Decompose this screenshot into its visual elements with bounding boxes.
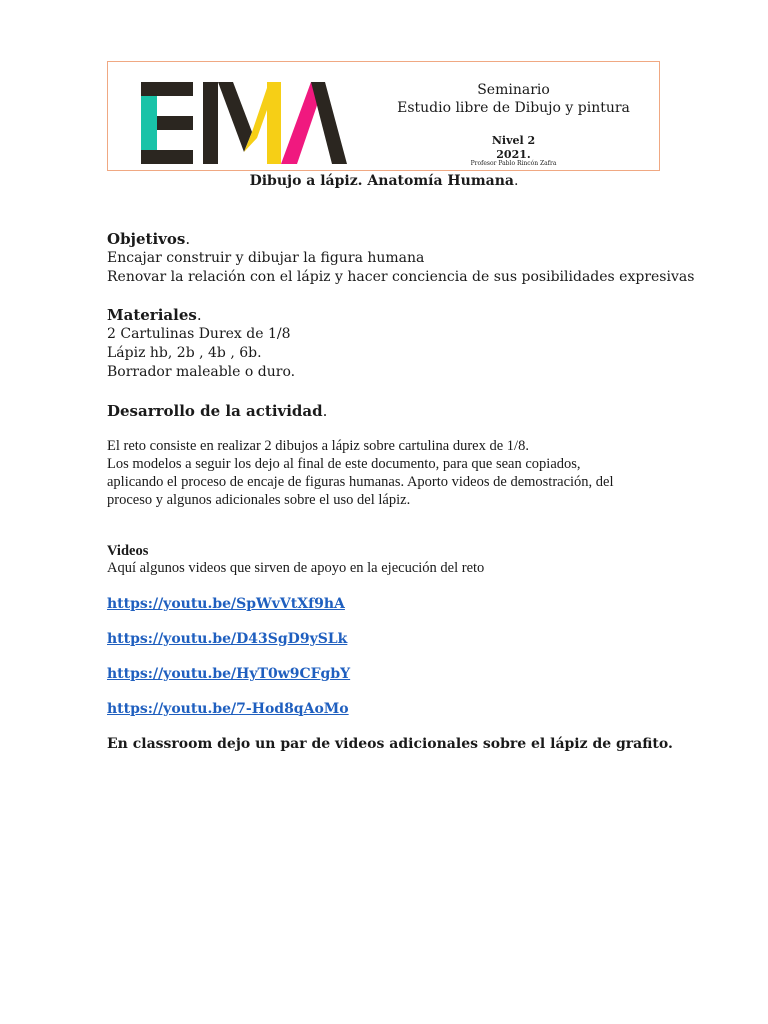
development-line: Los modelos a seguir los dejo al final de este documento, para que sean copiados, <box>107 456 581 472</box>
materials-heading: Materiales. <box>107 306 202 324</box>
level-label: Nivel 2 <box>491 134 536 147</box>
development-heading: Desarrollo de la actividad. <box>107 402 328 420</box>
objective-line: Renovar la relación con el lápiz y hacer conciencia de sus posibilidades expresivas <box>107 269 695 285</box>
video-link-3[interactable]: https://youtu.be/HyT0w9CFgbY <box>107 666 351 682</box>
videos-heading: Videos <box>107 543 149 559</box>
objective-line: Encajar construir y dibujar la figura humana <box>107 250 425 266</box>
video-link-1[interactable]: https://youtu.be/SpWvVtXf9hA <box>107 596 345 612</box>
professor-label: Profesor Pablo Rincón Zafra <box>470 160 557 167</box>
video-link-4[interactable]: https://youtu.be/7-Hod8qAoMo <box>107 701 349 717</box>
logo-e-middle <box>157 116 193 130</box>
page-title-text: Dibujo a lápiz. Anatomía Humana <box>249 173 514 189</box>
studio-title: Estudio libre de Dibujo y pintura <box>397 100 630 116</box>
development-line: proceso y algunos adicionales sobre el uso del lápiz. <box>107 492 411 508</box>
development-line: aplicando el proceso de encaje de figuras humanas. Aporto videos de demostración, del <box>107 474 614 490</box>
page-title-period: . <box>513 173 519 189</box>
page-title <box>0 173 768 189</box>
seminar-label: Seminario <box>477 82 550 98</box>
material-line: Lápiz hb, 2b , 4b , 6b. <box>107 345 262 361</box>
videos-intro: Aquí algunos videos que sirven de apoyo en la ejecución del reto <box>107 560 485 576</box>
year-label: 2021. <box>496 148 531 161</box>
material-line: Borrador maleable o duro. <box>107 364 296 380</box>
material-line: 2 Cartulinas Durex de 1/8 <box>107 326 291 342</box>
closing-note: En classroom dejo un par de videos adicionales sobre el lápiz de grafito. <box>107 736 673 752</box>
header-box <box>107 61 660 171</box>
objectives-heading: Objetivos. <box>107 230 191 248</box>
video-link-2[interactable]: https://youtu.be/D43SgD9ySLk <box>107 631 348 647</box>
development-line: El reto consiste en realizar 2 dibujos a lápiz sobre cartulina durex de 1/8. <box>107 438 529 454</box>
